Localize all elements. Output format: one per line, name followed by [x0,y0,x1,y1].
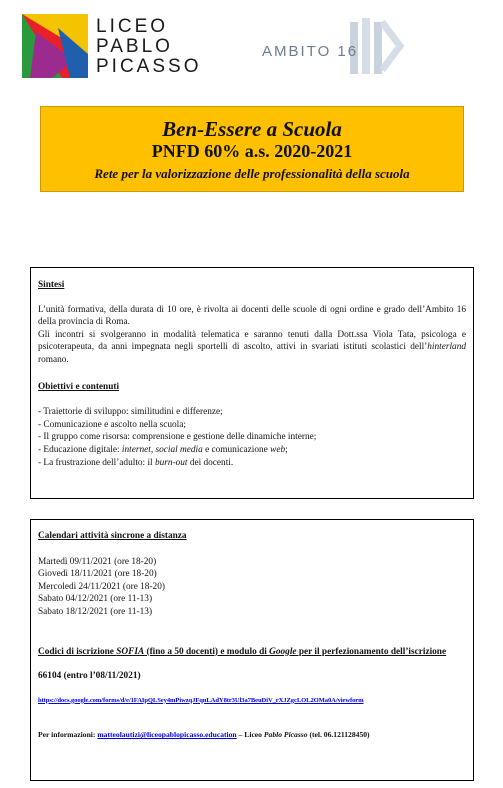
title-pnfd: PNFD 60% a.s. 2020-2021 [151,141,353,161]
obiettivi-item: - Traiettorie di sviluppo: similitudini e differenze; [38,407,223,418]
sintesi-para2 [38,329,466,367]
obiettivi-item [38,457,466,470]
item-italic: burn-out [154,457,188,468]
codici-heading-italic: Google [269,646,297,657]
title-main: Ben-Essere a Scuola [162,117,342,141]
title-subtitle: Rete per la valorizzazione delle professionalità della scuola [94,166,410,181]
item-italic: social media [155,444,203,455]
calendar-date: Sabato 18/12/2021 (ore 11-13) [38,606,153,617]
obiettivi-list [38,406,466,469]
item-italic: internet [121,444,151,455]
item-text: - Educazione digitale: [38,444,122,455]
info-line [38,729,466,742]
logo-line-picasso: PICASSO [96,56,202,77]
calendari-dates [38,556,466,619]
calendar-date: Sabato 04/12/2021 (ore 11-13) [38,594,153,605]
google-form-link-line [38,695,466,708]
calendari-heading: Calendari attività sincrone a distanza [38,531,187,541]
calendar-date: Giovedì 18/11/2021 (ore 18-20) [38,569,157,580]
info-label: Per informazioni: [38,730,98,740]
logo-line-liceo: LICEO [96,16,169,37]
sintesi-para2-end: romano. [38,354,69,365]
item-text: ; [285,444,288,455]
obiettivi-item: - Comunicazione e ascolto nella scuola; [38,419,186,430]
codici-heading [38,646,466,659]
sintesi-heading: Sintesi [38,280,65,290]
info-phone: (tel. 06.121128450) [307,730,370,740]
codici-heading-text: per il perfezionamento dell’iscrizione [296,646,447,657]
title-box [40,106,464,192]
google-form-link[interactable]: https://docs.google.com/forms/d/e/1FAIpQLSey4mPiwzqJFqnLAdY8tr3Ul3a7BeuDiV_rXJZgcLOL2OMa0A/viewform [38,696,364,704]
picasso-logo-mark [22,14,88,78]
obiettivi-heading: Obiettivi e contenuti [38,381,120,392]
sofia-code: 66104 (entro l’08/11/2021) [38,671,141,682]
logo-line-pablo: PABLO [96,36,173,57]
picasso-logo-text [96,17,201,77]
liceo-picasso-logo [22,14,250,78]
info-email-link[interactable]: matteolautizi@liceopablopicasso.education [97,730,237,740]
info-separator: – Liceo [236,730,264,740]
ambito16-logo [262,18,472,78]
item-text: dei docenti. [187,457,234,468]
info-school: Pablo Picasso [263,730,308,740]
calendari-box [30,519,474,781]
codici-heading-text: Codici di iscrizione [38,646,117,657]
obiettivi-item: - Il gruppo come risorsa: comprensione e gestione delle dinamiche interne; [38,432,317,443]
sintesi-box [30,267,474,499]
calendar-date: Martedì 09/11/2021 (ore 18-20) [38,556,157,567]
sintesi-para2-text: Gli incontri si svolgeranno in modalità telematica e saranno tenuti dalla Dott.ssa Viola Tata, psicologa e psicoterapeuta, da anni impegnata negli sportelli di ascolto, attivi in svariati istituti scolastici dell’ [38,329,466,353]
sintesi-para1: L’unità formativa, della durata di 10 ore, è rivolta ai docenti delle scuole di ogni ordine e grado dell’Ambito 16 della provincia di Roma. [38,304,466,328]
item-text: - La frustrazione dell’adulto: il [38,457,155,468]
obiettivi-item [38,444,466,457]
calendar-date: Mercoledì 24/11/2021 (ore 18-20) [38,581,165,592]
codici-heading-text: (fino a 50 docenti) e modulo di [144,646,270,657]
item-italic: web [270,444,286,455]
item-text: e comunicazione [202,444,271,455]
sintesi-para2-italic: hinterland [427,342,466,353]
item-text: , [150,444,156,455]
codici-heading-italic: SOFIA [116,646,145,657]
ambito16-logo-word: AMBITO 16 [262,43,359,60]
